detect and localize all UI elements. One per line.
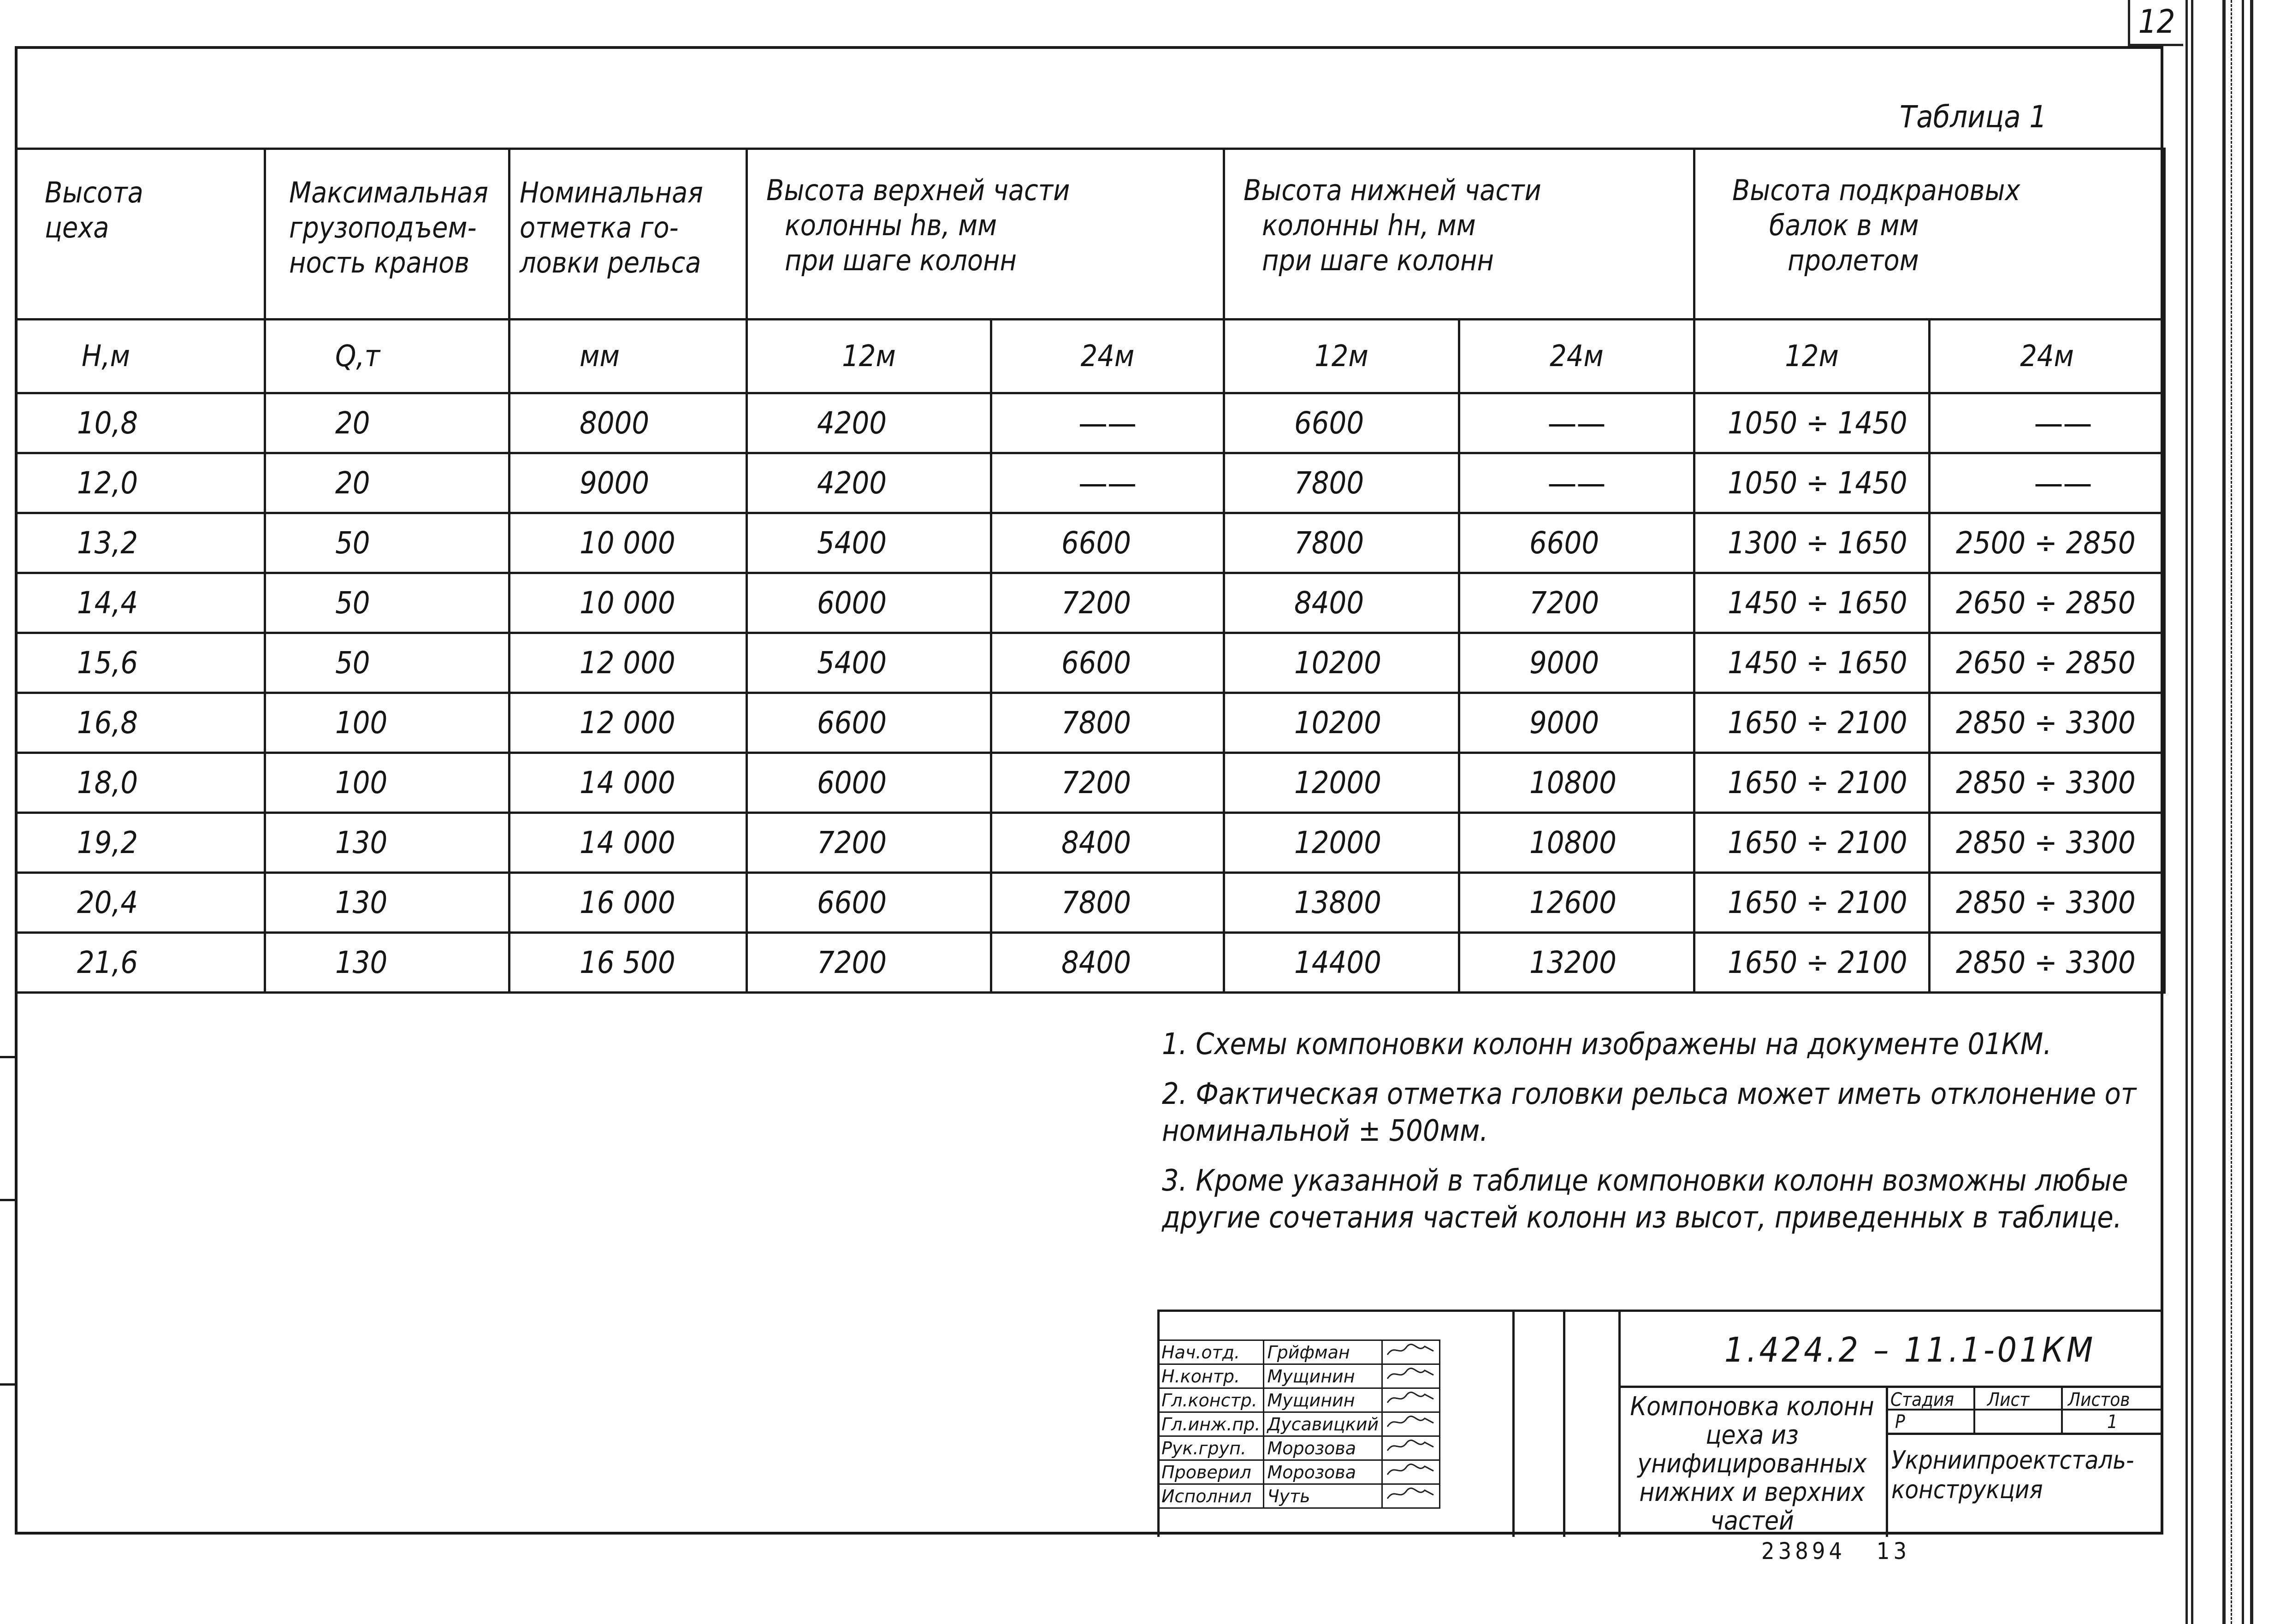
table-row — [16, 813, 2165, 873]
binding-line — [2250, 0, 2253, 1624]
page-number-box — [2128, 0, 2183, 46]
sheets-label: Листов — [2068, 1389, 2130, 1411]
table-cell: 2650 ÷ 2850 — [1930, 633, 2165, 693]
unit-capacity: Q,т — [265, 320, 509, 393]
signer-role: Гл.констр. — [1158, 1388, 1264, 1412]
table-row — [16, 453, 2165, 513]
table-cell: 1650 ÷ 2100 — [1694, 933, 1930, 993]
unit-beam-12: 12м — [1694, 320, 1930, 393]
table-cell: 20 — [265, 393, 509, 453]
table-cell: 10200 — [1224, 693, 1459, 753]
signer-row — [1158, 1364, 1440, 1388]
signer-role: Гл.инж.пр. — [1158, 1412, 1264, 1436]
table-cell: 10 000 — [509, 513, 747, 573]
table-row — [16, 693, 2165, 753]
table-cell: —— — [1459, 393, 1694, 453]
table-cell: 1050 ÷ 1450 — [1694, 393, 1930, 453]
signer-row — [1158, 1388, 1440, 1412]
signatures-table — [1157, 1340, 1440, 1509]
table-cell: 1450 ÷ 1650 — [1694, 573, 1930, 633]
table-cell: 12600 — [1459, 873, 1694, 933]
table-cell: 8400 — [1224, 573, 1459, 633]
sheets-value: 1 — [2107, 1411, 2118, 1433]
binding-line — [2231, 0, 2232, 1624]
doc-code: 1.424.2 – 11.1-01КМ — [1724, 1330, 2096, 1370]
margin-tick — [0, 1199, 15, 1201]
table-cell: 7800 — [1224, 453, 1459, 513]
table-cell: 2500 ÷ 2850 — [1930, 513, 2165, 573]
table-row — [16, 633, 2165, 693]
table-cell: 7800 — [991, 873, 1224, 933]
table-cell: —— — [991, 453, 1224, 513]
signature-icon — [1382, 1484, 1440, 1508]
table-cell: 5400 — [747, 633, 991, 693]
signer-role: Исполнил — [1158, 1484, 1264, 1508]
table-cell: 7200 — [747, 933, 991, 993]
table-cell: —— — [1459, 453, 1694, 513]
table-cell: 4200 — [747, 453, 991, 513]
table-cell: 20,4 — [16, 873, 265, 933]
table-cell: 12 000 — [509, 633, 747, 693]
signer-name: Мущинин — [1264, 1388, 1382, 1412]
table-cell: 4200 — [747, 393, 991, 453]
table-cell: 8400 — [991, 813, 1224, 873]
header-crane-beams: Высота подкрановых балок в мм пролетом — [1694, 149, 2165, 320]
signature-icon — [1382, 1364, 1440, 1388]
table-cell: 1650 ÷ 2100 — [1694, 813, 1930, 873]
signature-icon — [1382, 1412, 1440, 1436]
unit-upper-24: 24м — [991, 320, 1224, 393]
table-cell: 50 — [265, 633, 509, 693]
table-cell: 6600 — [747, 693, 991, 753]
table-cell: 10,8 — [16, 393, 265, 453]
table-cell: 2850 ÷ 3300 — [1930, 933, 2165, 993]
table-cell: 2850 ÷ 3300 — [1930, 873, 2165, 933]
table-cell: 9000 — [1459, 633, 1694, 693]
margin-tick — [0, 1056, 15, 1058]
table-cell: 130 — [265, 813, 509, 873]
stage-value: Р — [1895, 1411, 1905, 1433]
table-cell: 6600 — [1224, 393, 1459, 453]
table-cell: 10800 — [1459, 813, 1694, 873]
signer-row — [1158, 1412, 1440, 1436]
table-cell: 100 — [265, 753, 509, 813]
table-cell: 50 — [265, 573, 509, 633]
table-cell: 6600 — [747, 873, 991, 933]
archive-number: 23894 13 — [1761, 1538, 1911, 1565]
table-cell: 14,4 — [16, 573, 265, 633]
stage-label: Стадия — [1890, 1389, 1954, 1411]
table-cell: 7800 — [1224, 513, 1459, 573]
table-cell: 13,2 — [16, 513, 265, 573]
page-number: 12 — [2138, 3, 2175, 41]
table-cell: 13800 — [1224, 873, 1459, 933]
table-cell: 5400 — [747, 513, 991, 573]
table-cell: 9000 — [1459, 693, 1694, 753]
table-cell: 6000 — [747, 573, 991, 633]
binding-line — [2222, 0, 2226, 1624]
table-cell: 10800 — [1459, 753, 1694, 813]
table-cell: 1300 ÷ 1650 — [1694, 513, 1930, 573]
header-height: Высота цеха — [16, 149, 265, 320]
table-cell: 13200 — [1459, 933, 1694, 993]
table-cell: 2850 ÷ 3300 — [1930, 813, 2165, 873]
signer-row — [1158, 1484, 1440, 1508]
table-cell: 14 000 — [509, 753, 747, 813]
unit-lower-12: 12м — [1224, 320, 1459, 393]
table-cell: 2650 ÷ 2850 — [1930, 573, 2165, 633]
table-cell: 8400 — [991, 933, 1224, 993]
signer-row — [1158, 1460, 1440, 1484]
table-cell: —— — [991, 393, 1224, 453]
table-body — [16, 393, 2165, 993]
table-cell: 12,0 — [16, 453, 265, 513]
table-cell: 1050 ÷ 1450 — [1694, 453, 1930, 513]
drawing-title: Компоновка колонн цеха из унифицированных нижних и верхних частей — [1630, 1392, 1874, 1536]
binding-line — [2242, 0, 2244, 1624]
signer-role: Нач.отд. — [1158, 1340, 1264, 1364]
signer-name: Грйфман — [1264, 1340, 1382, 1364]
table-cell: 2850 ÷ 3300 — [1930, 753, 2165, 813]
table-cell: 21,6 — [16, 933, 265, 993]
sheet-label: Лист — [1987, 1389, 2030, 1411]
table-cell: 130 — [265, 873, 509, 933]
signer-row — [1158, 1340, 1440, 1364]
table-cell: 7800 — [991, 693, 1224, 753]
unit-rail-mark: мм — [509, 320, 747, 393]
signature-icon — [1382, 1388, 1440, 1412]
signer-name: Мущинин — [1264, 1364, 1382, 1388]
table-cell: 10 000 — [509, 573, 747, 633]
table-cell: 1650 ÷ 2100 — [1694, 873, 1930, 933]
table-cell: 6600 — [1459, 513, 1694, 573]
table-row — [16, 573, 2165, 633]
signature-icon — [1382, 1436, 1440, 1460]
table-cell: 7200 — [747, 813, 991, 873]
note-2: 2. Фактическая отметка головки рельса может иметь отклонение от номинальной ± 500мм. — [1162, 1077, 2137, 1148]
table-cell: —— — [1930, 453, 2165, 513]
table-cell: 7200 — [991, 573, 1224, 633]
signature-icon — [1382, 1340, 1440, 1364]
table-cell: 16 000 — [509, 873, 747, 933]
table-row — [16, 753, 2165, 813]
signer-name: Чуть — [1264, 1484, 1382, 1508]
signer-name: Морозова — [1264, 1436, 1382, 1460]
unit-height: Н,м — [16, 320, 265, 393]
data-table — [15, 148, 2166, 994]
header-lower-part: Высота нижней части колонны hн, мм при шаге колонн — [1224, 149, 1694, 320]
signer-role: Рук.груп. — [1158, 1436, 1264, 1460]
header-rail-mark: Номинальная отметка го- ловки рельса — [509, 149, 747, 320]
table-cell: 19,2 — [16, 813, 265, 873]
title-block — [1157, 1310, 2163, 1537]
table-cell: 9000 — [509, 453, 747, 513]
signer-role: Н.контр. — [1158, 1364, 1264, 1388]
table-row — [16, 513, 2165, 573]
table-cell: —— — [1930, 393, 2165, 453]
table-cell: 14400 — [1224, 933, 1459, 993]
table-row — [16, 933, 2165, 993]
signer-role: Проверил — [1158, 1460, 1264, 1484]
table-cell: 16,8 — [16, 693, 265, 753]
unit-lower-24: 24м — [1459, 320, 1694, 393]
table-cell: 7200 — [991, 753, 1224, 813]
table-caption: Таблица 1 — [1900, 99, 2047, 135]
signer-name: Морозова — [1264, 1460, 1382, 1484]
table-cell: 50 — [265, 513, 509, 573]
binding-line — [2185, 0, 2188, 1624]
table-cell: 10200 — [1224, 633, 1459, 693]
table-cell: 12000 — [1224, 813, 1459, 873]
header-upper-part: Высота верхней части колонны hв, мм при шаге колонн — [747, 149, 1224, 320]
table-cell: 100 — [265, 693, 509, 753]
table-cell: 2850 ÷ 3300 — [1930, 693, 2165, 753]
table-cell: 8000 — [509, 393, 747, 453]
note-1: 1. Схемы компоновки колонн изображены на документе 01КМ. — [1162, 1027, 2052, 1061]
organization: Укрниипроектсталь- конструкция — [1891, 1446, 2134, 1504]
table-cell: 20 — [265, 453, 509, 513]
signer-name: Дусавицкий — [1264, 1412, 1382, 1436]
notes — [1162, 1026, 2158, 1249]
binding-line — [2191, 0, 2193, 1624]
table-cell: 14 000 — [509, 813, 747, 873]
table-cell: 15,6 — [16, 633, 265, 693]
table-cell: 12000 — [1224, 753, 1459, 813]
table-cell: 12 000 — [509, 693, 747, 753]
table-row — [16, 393, 2165, 453]
signer-row — [1158, 1436, 1440, 1460]
unit-beam-24: 24м — [1930, 320, 2165, 393]
table-cell: 6600 — [991, 633, 1224, 693]
margin-tick — [0, 1383, 15, 1386]
table-row — [16, 873, 2165, 933]
table-cell: 130 — [265, 933, 509, 993]
table-cell: 18,0 — [16, 753, 265, 813]
table-cell: 7200 — [1459, 573, 1694, 633]
table-cell: 16 500 — [509, 933, 747, 993]
table-cell: 6600 — [991, 513, 1224, 573]
table-cell: 1450 ÷ 1650 — [1694, 633, 1930, 693]
unit-upper-12: 12м — [747, 320, 991, 393]
note-3: 3. Кроме указанной в таблице компоновки колонн возможны любые другие сочетания частей колонн из высот, приведенных в таблице. — [1162, 1164, 2128, 1235]
table-cell: 1650 ÷ 2100 — [1694, 753, 1930, 813]
signature-icon — [1382, 1460, 1440, 1484]
header-capacity: Максимальная грузоподъем- ность кранов — [265, 149, 509, 320]
table-cell: 6000 — [747, 753, 991, 813]
table-cell: 1650 ÷ 2100 — [1694, 693, 1930, 753]
